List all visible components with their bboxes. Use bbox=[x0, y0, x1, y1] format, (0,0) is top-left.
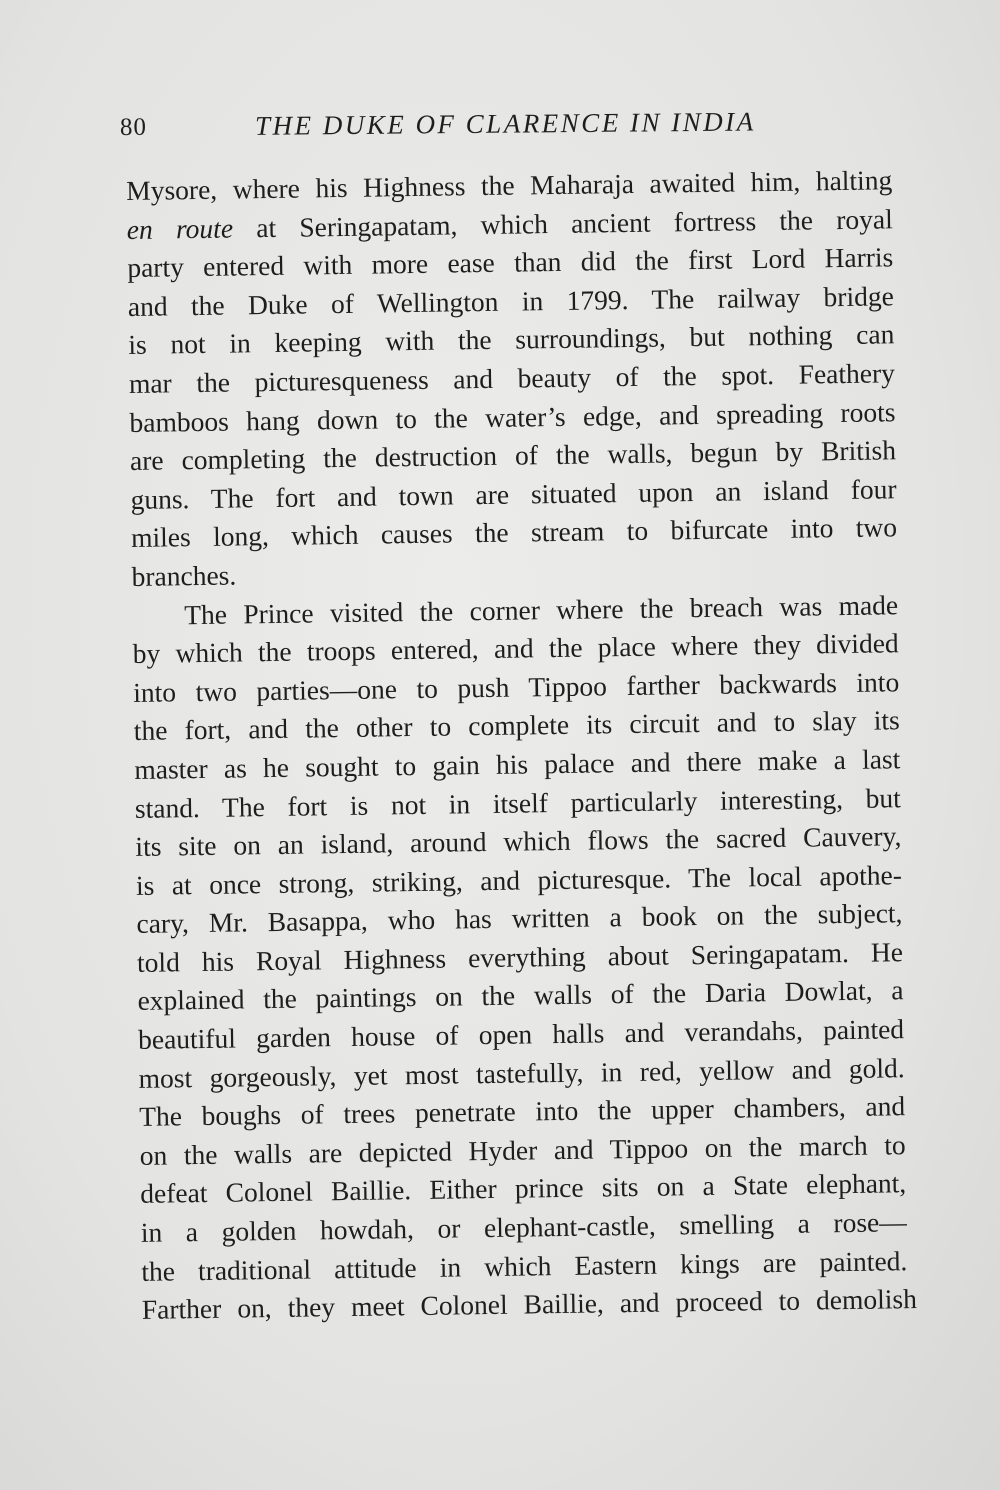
text-line: master as he sought to gain his palace and there make a last bbox=[134, 743, 901, 785]
text-line: into two parties—one to push Tippoo farther backwards into bbox=[133, 665, 900, 708]
text-line: defeat Colonel Baillie. Either prince sits on a State elephant, bbox=[140, 1167, 907, 1210]
italic-phrase: en route bbox=[126, 212, 234, 245]
text-line: bamboos hang down to the water’s edge, and spreading roots bbox=[129, 395, 896, 438]
text-line: most gorgeously, yet most tastefully, in red, yellow and gold. bbox=[138, 1051, 905, 1094]
text-line: is not in keeping with the surroundings, but nothing can bbox=[128, 318, 895, 361]
text-line: told his Royal Highness everything about Seringapatam. He bbox=[136, 936, 904, 978]
text-line: the traditional attitude in which Eastern kings are painted. bbox=[141, 1244, 908, 1287]
text-line: stand. The fort is not in itself particularly interesting, but bbox=[134, 781, 902, 824]
text-line: Mysore, where his Highness the Maharaja awaited him, halting bbox=[126, 164, 893, 206]
text-line: are completing the destruction of the walls, begun by British bbox=[129, 434, 897, 477]
text-line: The Prince visited the corner where the breach was made bbox=[183, 588, 899, 630]
text-line: explained the paintings on the walls of the Daria Dowlat, a bbox=[137, 974, 904, 1017]
text-line: miles long, which causes the stream to bifurcate into two bbox=[130, 511, 898, 554]
text-line: in a golden howdah, or elephant-castle, smelling a rose— bbox=[140, 1206, 907, 1248]
text-line: branches. bbox=[131, 559, 237, 592]
text-line: guns. The fort and town are situated upon an island four bbox=[130, 473, 897, 515]
text-line: mar the picturesqueness and beauty of the spot. Feathery bbox=[128, 357, 896, 399]
text-line: by which the troops entered, and the place where they divided bbox=[132, 627, 899, 670]
text-line: Farther on, they meet Colonel Baillie, and proceed to demolish bbox=[141, 1283, 918, 1326]
text-line: and the Duke of Wellington in 1799. The railway bridge bbox=[127, 280, 895, 322]
text-line: party entered with more ease than did the first Lord Harris bbox=[127, 241, 894, 284]
running-head: THE DUKE OF CLARENCE IN INDIA bbox=[254, 106, 756, 141]
text-line: beautiful garden house of open halls and verandahs, painted bbox=[137, 1013, 905, 1055]
text-line: its site on an island, around which flows the sacred Cauvery, bbox=[135, 820, 902, 863]
line-rest: at Seringapatam, which ancient fortress the royal bbox=[232, 202, 893, 244]
text-line: on the walls are depicted Hyder and Tippoo on the march to bbox=[139, 1129, 906, 1171]
body-text bbox=[126, 161, 918, 1329]
paragraph bbox=[132, 586, 918, 1330]
text-line: cary, Mr. Basappa, who has written a book on the subject, bbox=[136, 897, 903, 940]
text-line: is at once strong, striking, and picturesque. The local apothe- bbox=[135, 858, 903, 901]
text-line: The boughs of trees penetrate into the upper chambers, and bbox=[138, 1090, 906, 1133]
page-header bbox=[120, 101, 890, 148]
text-line: the fort, and the other to complete its circuit and to slay its bbox=[133, 704, 900, 747]
paragraph bbox=[126, 161, 898, 596]
page-number: 80 bbox=[119, 113, 148, 141]
